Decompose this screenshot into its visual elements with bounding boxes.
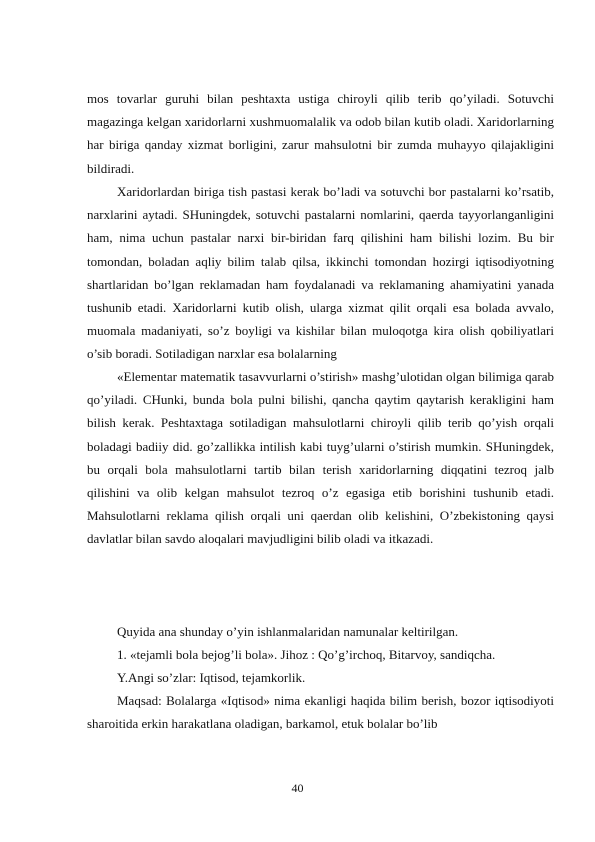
text-line-new-words: Y.Angi so’zlar: Iqtisod, tejamkorlik. (117, 670, 306, 685)
page-number: 40 (291, 781, 304, 795)
paragraph-1: mos tovarlar guruhi bilan peshtaxta ustiga chiroyli qilib terib qo’yiladi. Sotuvchi magazinga kelgan xaridorlarni xushmuomalalik va odob bilan kutib oladi. Xaridorlarning har biriga qanday xizmat borligini, zarur mahsulotni bir zumda muhayyo qilajakligini bildiradi. (87, 91, 554, 176)
text-line-examples: Quyida ana shunday o’yin ishlanmalaridan namunalar keltirilgan. (117, 624, 459, 639)
paragraph-goal: Maqsad: Bolalarga «Iqtisod» nima ekanligi haqida bilim berish, bozor iqtisodiyoti sharoitida erkin harakatlana oladigan, barkamol, etuk bolalar bo’lib (87, 693, 554, 732)
paragraph-2: Xaridorlardan biriga tish pastasi kerak bo’ladi va sotuvchi bor pastalarni ko’rsatib, narxlarini aytadi. SHuningdek, sotuvchi pastalarni nomlarini, qaerda tayyorlanganligini ham, nima uchun pastalar narxi bir-biridan farq qilishini ham bilishi lozim. Bu bir tomondan, boladan aqliy bilim talab qilsa, ikkinchi tomondan hozirgi iqtisodiyotning shartlaridan bo’lgan reklamadan ham foydalanadi va reklamaning ahamiyatini yanada tushunib etadi. Xaridorlarni kutib olish, ularga xizmat qilit orqali esa bolada avvalo, muomala madaniyati, so’z boyligi va kishilar bilan muloqotga kira olish qobiliyatlari o’sib boradi. Sotiladigan narxlar esa bolalarning (87, 184, 554, 362)
text-line-game-title: 1. «tejamli bola bejog’li bola». Jihoz : Qo’g’irchoq, Bitarvoy, sandiqcha. (117, 647, 496, 662)
paragraph-3: «Elementar matematik tasavvurlarni o’stirish» mashg’ulotidan olgan bilimiga qarab qo’yiladi. CHunki, bunda bola pulni bilishi, qancha qaytim qaytarish kerakligini ham bilish kerak. Peshtaxtaga sotiladigan mahsulotlarni chiroyli qilib terib qo’yish orqali boladagi badiiy did. go’zallikka intilish kabi tuyg’ularni o’stirish mumkin. SHuningdek, bu orqali bola mahsulotlarni tartib bilan terish xaridorlarning diqqatini tezroq jalb qilishini va olib kelgan mahsulot tezroq o’z egasiga etib borishini tushunib etadi. Mahsulotlarni reklama qilish orqali uni qaerdan olib kelishini, O’zbekistoning qaysi davlatlar bilan savdo aloqalari mavjudligini bilib oladi va itkazadi. (87, 369, 554, 547)
